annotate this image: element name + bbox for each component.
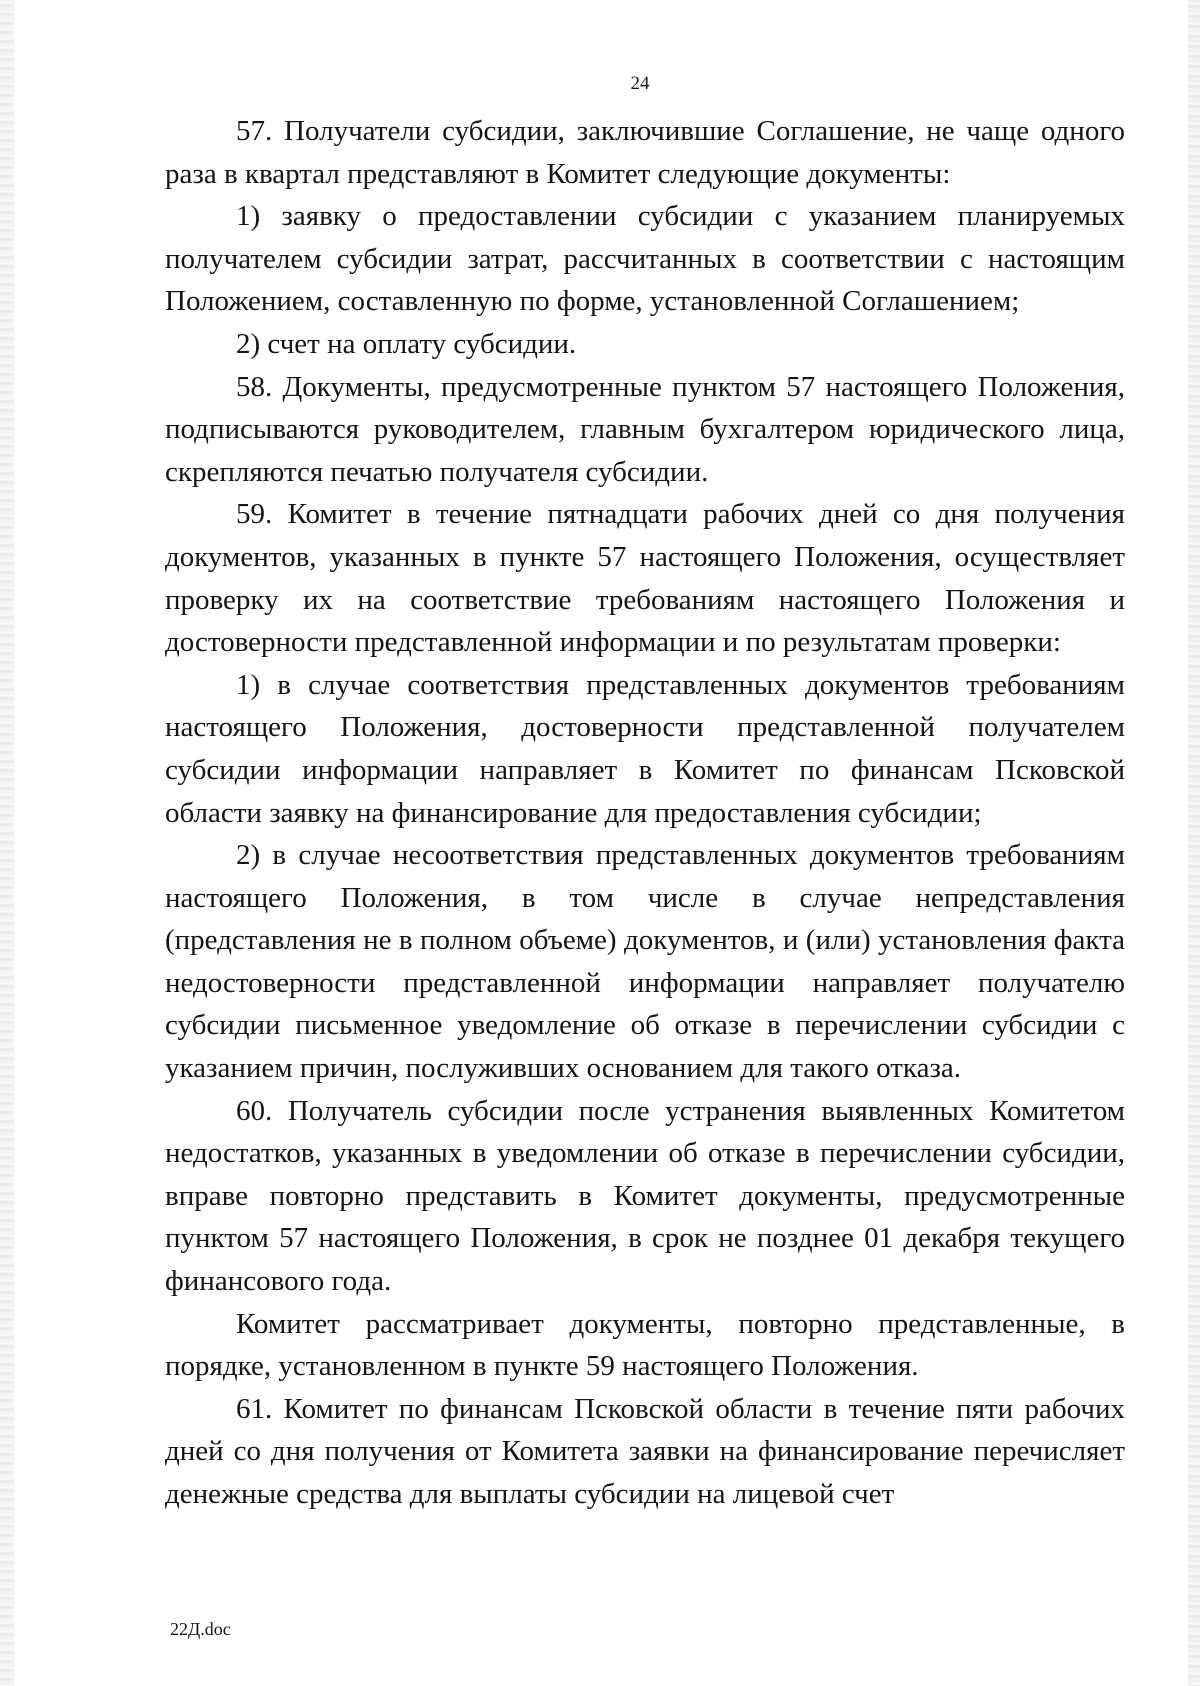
paragraph-57-item-2: 2) счет на оплату субсидии.: [236, 327, 577, 360]
paragraph-59-item-1: 1) в случае соответствия представленных документов требованиям настоящего Положения, достоверности представленной получателем субсидии информации направляет в Комитет по финансам Псковской области заявку на финансирование для предоставления субсидии;: [165, 668, 1125, 829]
paragraph-59-item-2: 2) в случае несоответствия представленных документов требованиям настоящего Положения, в том числе в случае непредставления (представления не в полном объеме) документов, и (или) установления факта недостоверности представленной информации направляет получателю субсидии письменное уведомление об отказе в перечислении субсидии с указанием причин, послуживших основанием для такого отказа.: [165, 839, 1125, 1085]
document-body: [165, 110, 1125, 1516]
scan-edge-right: [1188, 0, 1200, 1686]
footer-filename: 22Д.doc: [170, 1619, 231, 1639]
paragraph-57-item-1: 1) заявку о предоставлении субсидии с указанием планируемых получателем субсидии затрат, рассчитанных в соответствии с настоящим Положением, составленную по форме, установленной Соглашением;: [165, 200, 1125, 318]
paragraph-60-continuation: Комитет рассматривает документы, повторно представленные, в порядке, установленном в пункте 59 настоящего Положения.: [165, 1307, 1125, 1383]
scan-edge-left: [0, 0, 14, 1686]
paragraph-60: 60. Получатель субсидии после устранения выявленных Комитетом недостатков, указанных в уведомлении об отказе в перечислении субсидии, вправе повторно представить в Комитет документы, предусмотренные пунктом 57 настоящего Положения, в срок не позднее 01 декабря текущего финансового года.: [165, 1094, 1125, 1298]
paragraph-61: 61. Комитет по финансам Псковской области в течение пяти рабочих дней со дня получения от Комитета заявки на финансирование перечисляет денежные средства для выплаты субсидии на лицевой счет: [165, 1392, 1125, 1510]
page-number: 24: [630, 73, 650, 94]
paragraph-57: 57. Получатели субсидии, заключившие Соглашение, не чаще одного раза в квартал представляют в Комитет следующие документы:: [165, 115, 1125, 190]
paragraph-59: 59. Комитет в течение пятнадцати рабочих дней со дня получения документов, указанных в пункте 57 настоящего Положения, осуществляет проверку их на соответствие требованиям настоящего Положения и достоверности представленной информации и по результатам проверки:: [165, 498, 1125, 659]
paragraph-58: 58. Документы, предусмотренные пунктом 57 настоящего Положения, подписываются руководителем, главным бухгалтером юридического лица, скрепляются печатью получателя субсидии.: [165, 370, 1125, 488]
